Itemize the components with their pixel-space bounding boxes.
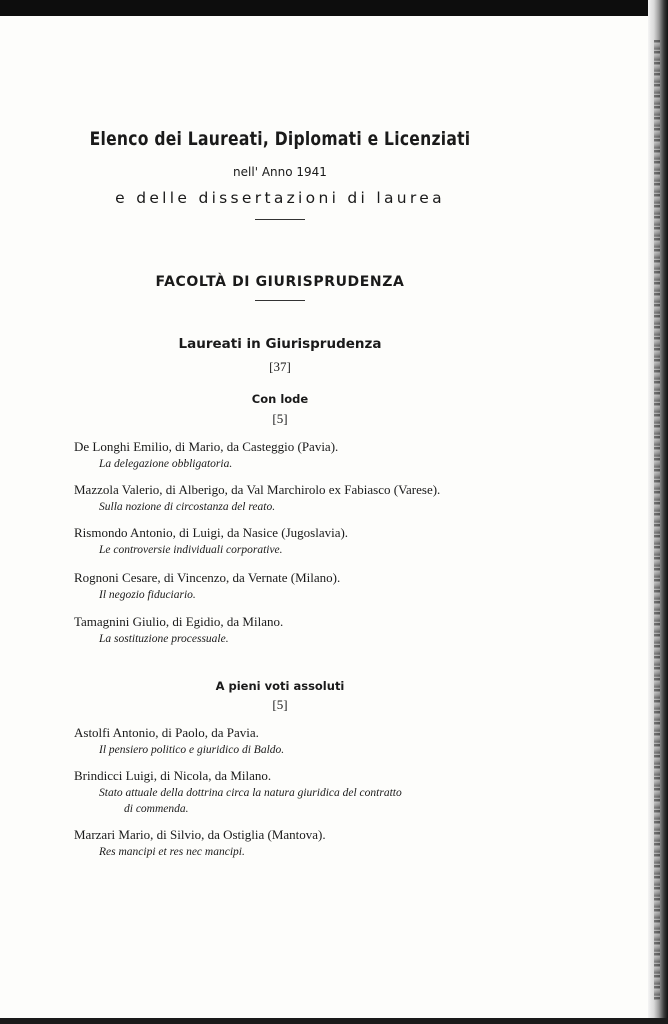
dissertation-title: Il negozio fiduciario. bbox=[99, 589, 196, 601]
faculty-heading: FACOLTÀ DI GIURISPRUDENZA bbox=[155, 274, 405, 290]
title-divider bbox=[255, 219, 305, 220]
list-item bbox=[74, 524, 514, 558]
list-item bbox=[74, 613, 514, 647]
top-scan-border bbox=[0, 0, 668, 16]
faculty-divider bbox=[255, 300, 305, 301]
dissertation-title: La sostituzione processuale. bbox=[99, 633, 229, 645]
dissertation-title: Res mancipi et res nec mancipi. bbox=[99, 846, 245, 858]
dissertation-title: Sulla nozione di circostanza del reato. bbox=[99, 501, 276, 513]
dissertation-title-continued: di commenda. bbox=[124, 803, 189, 815]
document-title: Elenco dei Laureati, Diplomati e Licenziati bbox=[89, 128, 471, 150]
category-pieni-voti: A pieni voti assoluti bbox=[215, 679, 345, 693]
dissertation-title: La delegazione obbligatoria. bbox=[99, 458, 233, 470]
list-item bbox=[74, 438, 514, 472]
graduate-name: Tamagnini Giulio, di Egidio, da Milano. bbox=[74, 614, 284, 629]
section-count: [37] bbox=[269, 359, 291, 374]
right-scan-noise bbox=[654, 40, 660, 1000]
graduate-name: De Longhi Emilio, di Mario, da Casteggio (Pavia). bbox=[74, 439, 339, 454]
graduate-name: Mazzola Valerio, di Alberigo, da Val Marchirolo ex Fabiasco (Varese). bbox=[74, 482, 441, 497]
graduate-name: Rismondo Antonio, di Luigi, da Nasice (Jugoslavia). bbox=[74, 525, 349, 540]
dissertations-line: e delle dissertazioni di laurea bbox=[115, 189, 445, 207]
dissertation-title: Il pensiero politico e giuridico di Baldo. bbox=[99, 744, 285, 756]
pieni-voti-count: [5] bbox=[272, 697, 288, 712]
graduate-name: Astolfi Antonio, di Paolo, da Pavia. bbox=[74, 725, 259, 740]
dissertation-title: Le controversie individuali corporative. bbox=[99, 544, 283, 556]
list-item bbox=[74, 481, 514, 515]
graduate-name: Marzari Mario, di Silvio, da Ostiglia (Mantova). bbox=[74, 827, 326, 842]
list-item bbox=[74, 569, 514, 603]
year-line: nell' Anno 1941 bbox=[233, 165, 327, 179]
dissertation-title: Stato attuale della dottrina circa la natura giuridica del contratto bbox=[99, 787, 402, 799]
graduate-name: Brindicci Luigi, di Nicola, da Milano. bbox=[74, 768, 272, 783]
category-con-lode: Con lode bbox=[251, 392, 309, 406]
section-title: Laureati in Giurisprudenza bbox=[178, 336, 382, 352]
list-item bbox=[74, 826, 514, 860]
graduate-name: Rognoni Cesare, di Vincenzo, da Vernate (Milano). bbox=[74, 570, 341, 585]
con-lode-count: [5] bbox=[272, 411, 288, 426]
bottom-scan-border bbox=[0, 1018, 668, 1024]
list-item bbox=[74, 724, 514, 758]
list-item bbox=[74, 767, 514, 817]
